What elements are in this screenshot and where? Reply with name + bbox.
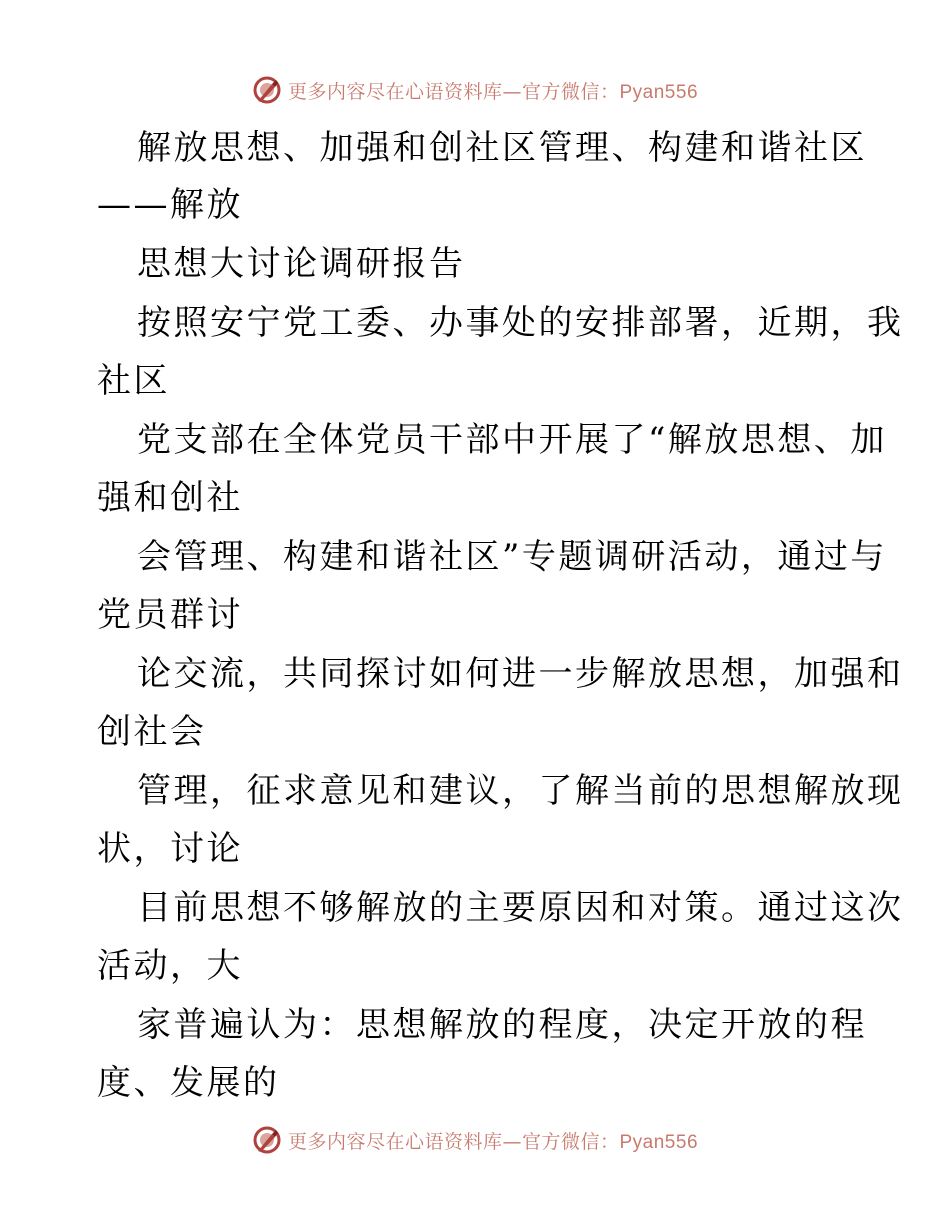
paragraph-line: 按照安宁党工委、办事处的安排部署，近期，我 bbox=[137, 303, 904, 343]
paragraph-line: 度、发展的 bbox=[97, 1063, 280, 1103]
paragraph-line: 活动，大 bbox=[97, 946, 243, 986]
banner-wechat-id: Pyan556 bbox=[619, 81, 699, 103]
paragraph-line: 创社会 bbox=[97, 712, 207, 752]
title-line-2: ——解放 bbox=[97, 185, 243, 225]
footer-banner bbox=[0, 1120, 950, 1160]
pen-in-circle-logo-icon bbox=[252, 1125, 282, 1155]
paragraph-line: 管理，征求意见和建议，了解当前的思想解放现 bbox=[137, 771, 904, 811]
pen-in-circle-logo-icon bbox=[252, 75, 282, 105]
footer-banner-text bbox=[288, 1127, 698, 1154]
banner-label: 更多内容尽在心语资料库—官方微信： bbox=[287, 80, 620, 103]
header-banner bbox=[0, 70, 950, 110]
banner-wechat-id: Pyan556 bbox=[619, 1131, 699, 1153]
paragraph-line: 状，讨论 bbox=[97, 829, 243, 869]
banner-label: 更多内容尽在心语资料库—官方微信： bbox=[287, 1130, 620, 1153]
paragraph-line: 强和创社 bbox=[97, 478, 243, 518]
paragraph-line: 党支部在全体党员干部中开展了“解放思想、加 bbox=[137, 420, 887, 460]
title-line-3: 思想大讨论调研报告 bbox=[137, 244, 466, 284]
paragraph-line: 家普遍认为：思想解放的程度，决定开放的程 bbox=[137, 1005, 867, 1045]
paragraph-line: 论交流，共同探讨如何进一步解放思想，加强和 bbox=[137, 654, 904, 694]
paragraph-line: 社区 bbox=[97, 361, 170, 401]
title-line-1: 解放思想、加强和创社区管理、构建和谐社区 bbox=[137, 128, 867, 168]
header-banner-text bbox=[288, 77, 698, 104]
paragraph-line: 目前思想不够解放的主要原因和对策。通过这次 bbox=[137, 888, 904, 928]
paragraph-line: 党员群讨 bbox=[97, 595, 243, 635]
paragraph-line: 会管理、构建和谐社区”专题调研活动，通过与 bbox=[137, 537, 887, 577]
